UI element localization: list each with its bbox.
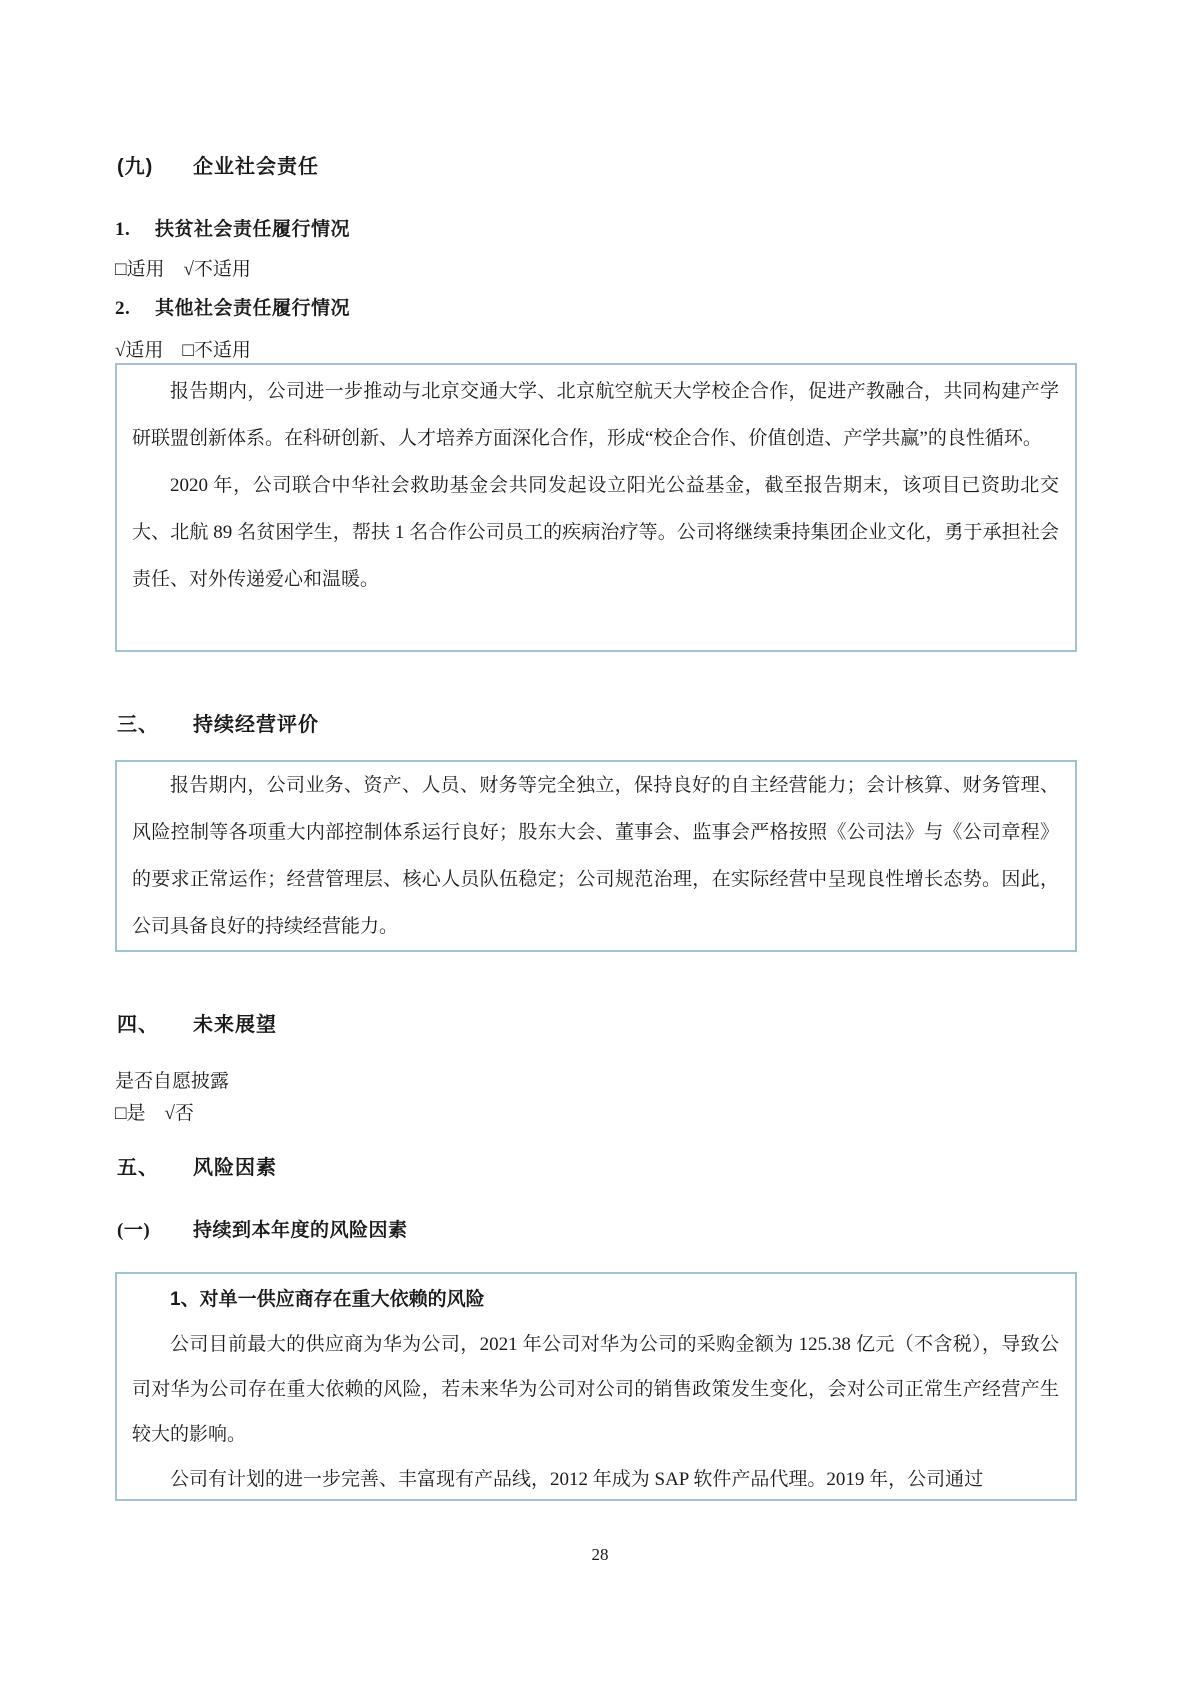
risks-subheading	[117, 1215, 408, 1242]
csr-subitem-2-number: 2.	[115, 298, 131, 319]
csr-subitem-1	[115, 214, 350, 241]
going-concern-heading	[117, 708, 319, 737]
risks-heading-number: 五、	[117, 1157, 159, 1179]
risks-textbox	[115, 1272, 1077, 1501]
csr-subitem-1-title: 扶贫社会责任履行情况	[155, 219, 351, 240]
risk-paragraph-1: 公司目前最大的供应商为华为公司，2021 年公司对华为公司的采购金额为 125.38 亿元（不含税），导致公司对华为公司存在重大依赖的风险，若未来华为公司对公司的销售政策发生变化，会对公司正常生产经营产生较大的影响。	[132, 1334, 1059, 1445]
csr-textbox	[115, 363, 1077, 652]
outlook-disclosure-question: 是否自愿披露	[115, 1071, 230, 1092]
outlook-disclosure-choice: □是 √否	[115, 1103, 194, 1124]
csr-heading-title: 企业社会责任	[193, 156, 319, 178]
csr-section-heading	[117, 150, 319, 179]
csr-subitem-1-applicability: □适用 √不适用	[115, 259, 251, 280]
csr-subitem-2-applicability: √适用 □不适用	[115, 340, 251, 361]
risk-item-heading: 1、对单一供应商存在重大依赖的风险	[170, 1289, 485, 1310]
csr-subitem-2-title: 其他社会责任履行情况	[155, 298, 351, 319]
outlook-heading-number: 四、	[117, 1014, 159, 1036]
csr-paragraph-1: 报告期内，公司进一步推动与北京交通大学、北京航空航天大学校企合作，促进产教融合，共同构建产学研联盟创新体系。在科研创新、人才培养方面深化合作，形成“校企合作、价值创造、产学共赢”的良性循环。	[132, 381, 1059, 449]
risks-heading	[117, 1151, 277, 1180]
outlook-heading	[117, 1008, 277, 1037]
csr-subitem-2	[115, 293, 350, 320]
risks-subheading-number: (一)	[117, 1220, 151, 1241]
going-concern-paragraph: 报告期内，公司业务、资产、人员、财务等完全独立，保持良好的自主经营能力；会计核算、财务管理、风险控制等各项重大内部控制体系运行良好；股东大会、董事会、监事会严格按照《公司法》与《公司章程》的要求正常运作；经营管理层、核心人员队伍稳定；公司规范治理，在实际经营中呈现良性增长态势。因此，公司具备良好的持续经营能力。	[132, 775, 1059, 937]
risks-subheading-title: 持续到本年度的风险因素	[193, 1220, 408, 1241]
page-number: 28	[591, 1545, 609, 1564]
risk-paragraph-2: 公司有计划的进一步完善、丰富现有产品线，2012 年成为 SAP 软件产品代理。2019 年，公司通过	[170, 1469, 984, 1490]
csr-subitem-1-number: 1.	[115, 219, 131, 240]
going-concern-textbox	[115, 760, 1077, 952]
outlook-heading-title: 未来展望	[193, 1014, 277, 1036]
going-concern-heading-number: 三、	[117, 714, 159, 736]
csr-heading-number: (九)	[117, 156, 154, 178]
going-concern-heading-title: 持续经营评价	[193, 714, 319, 736]
risks-heading-title: 风险因素	[193, 1157, 277, 1179]
csr-paragraph-2: 2020 年，公司联合中华社会救助基金会共同发起设立阳光公益基金，截至报告期末，该项目已资助北交大、北航 89 名贫困学生，帮扶 1 名合作公司员工的疾病治疗等。公司将继续秉持集团企业文化，勇于承担社会责任、对外传递爱心和温暖。	[132, 475, 1059, 590]
